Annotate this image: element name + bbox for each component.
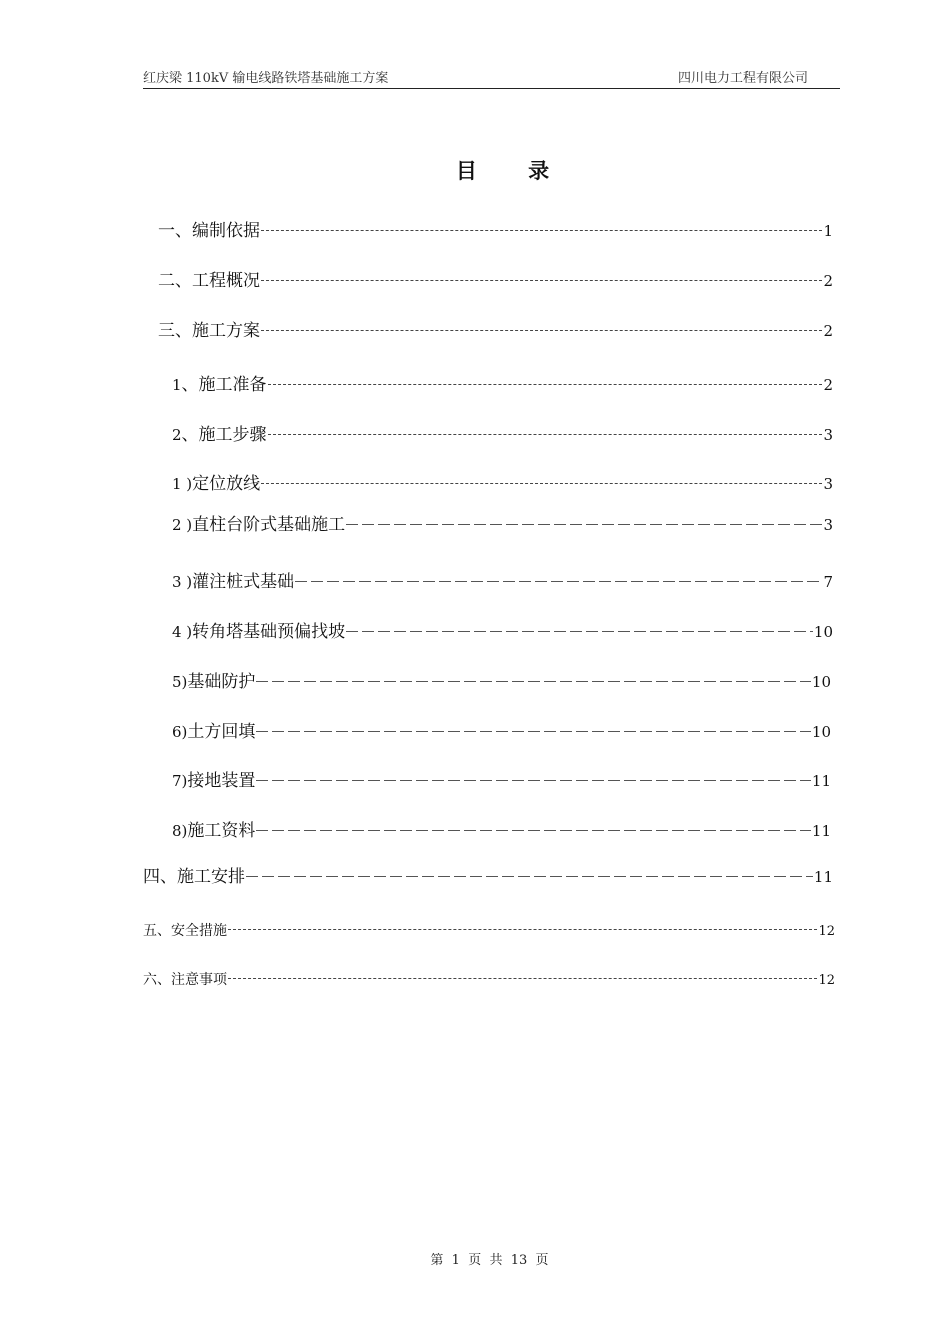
toc-entry-label: 1 )定位放线	[172, 474, 261, 494]
toc-leader	[268, 416, 823, 440]
toc-entry[interactable]	[143, 911, 835, 944]
toc-leader	[268, 366, 823, 390]
toc-entry-page: 3	[823, 426, 833, 444]
toc-entry[interactable]	[143, 960, 835, 993]
toc-entry-label: 7)接地装置	[172, 771, 256, 791]
toc-title: 目 录	[455, 159, 572, 183]
toc-entry-page: 10	[811, 673, 831, 691]
toc-entry-label: 4 )转角塔基础预偏找坡	[172, 622, 346, 642]
toc-leader	[228, 960, 817, 984]
toc-entry-label: 3 )灌注桩式基础	[172, 572, 295, 592]
toc-leader	[261, 465, 822, 489]
toc-leader	[256, 762, 811, 786]
toc-entry-label: 六、注意事项	[143, 972, 227, 988]
toc-entry-page: 2	[823, 272, 833, 290]
toc-entry-page: 12	[818, 924, 835, 939]
toc-entry[interactable]	[172, 506, 833, 537]
toc-entry[interactable]	[172, 465, 833, 496]
toc-entry-page: 2	[823, 376, 833, 394]
toc-entry-label: 5)基础防护	[172, 672, 256, 692]
toc-entry-page: 11	[813, 868, 833, 886]
toc-entry[interactable]	[172, 563, 833, 594]
toc-entry[interactable]	[172, 762, 831, 793]
toc-entry-page: 1	[823, 222, 833, 240]
toc-leader	[295, 563, 822, 587]
toc-entry-page: 10	[811, 723, 831, 741]
toc-entry[interactable]	[172, 713, 831, 744]
toc-entry[interactable]	[172, 416, 833, 447]
toc-entry-label: 五、安全措施	[143, 923, 227, 939]
toc-entry-page: 3	[823, 516, 833, 534]
toc-leader	[261, 212, 822, 236]
toc-leader	[246, 858, 813, 882]
toc-leader	[256, 713, 811, 737]
toc-entry[interactable]	[172, 812, 831, 843]
page-header	[143, 70, 840, 89]
toc-leader	[346, 506, 822, 530]
toc-entry-label: 四、施工安排	[143, 867, 245, 887]
toc-entry-page: 11	[811, 772, 831, 790]
toc-leader	[256, 812, 811, 836]
toc-entry-label: 1、施工准备	[172, 375, 267, 395]
header-document-title: 红庆梁 110kV 输电线路铁塔基础施工方案	[143, 71, 389, 86]
toc-entry-page: 3	[823, 475, 833, 493]
toc-entry[interactable]	[172, 663, 831, 694]
toc-entry[interactable]	[172, 366, 833, 397]
toc-entry[interactable]	[158, 312, 833, 343]
toc-entry-page: 12	[818, 973, 835, 988]
toc-entry-label: 一、编制依据	[158, 221, 260, 241]
toc-leader	[261, 262, 822, 286]
toc-leader	[256, 663, 811, 687]
toc-entry[interactable]	[143, 858, 833, 889]
toc-leader	[228, 911, 817, 935]
toc-entry-label: 2 )直柱台阶式基础施工	[172, 515, 346, 535]
toc-entry[interactable]	[158, 262, 833, 293]
header-company-name: 四川电力工程有限公司	[677, 71, 808, 86]
toc-entry-label: 8)施工资料	[172, 821, 256, 841]
toc-entry-label: 2、施工步骤	[172, 425, 267, 445]
toc-entry-label: 6)土方回填	[172, 722, 256, 742]
toc-leader	[346, 613, 813, 637]
toc-entry-page: 10	[813, 623, 833, 641]
toc-entry-page: 2	[823, 322, 833, 340]
toc-entry-label: 二、工程概况	[158, 271, 260, 291]
page-footer: 第 1 页 共 13 页	[430, 1253, 549, 1268]
toc-entry-label: 三、施工方案	[158, 321, 260, 341]
toc-entry-page: 11	[811, 822, 831, 840]
toc-entry[interactable]	[172, 613, 833, 644]
toc-leader	[261, 312, 822, 336]
toc-entry-page: 7	[823, 573, 833, 591]
toc-entry[interactable]	[158, 212, 833, 243]
